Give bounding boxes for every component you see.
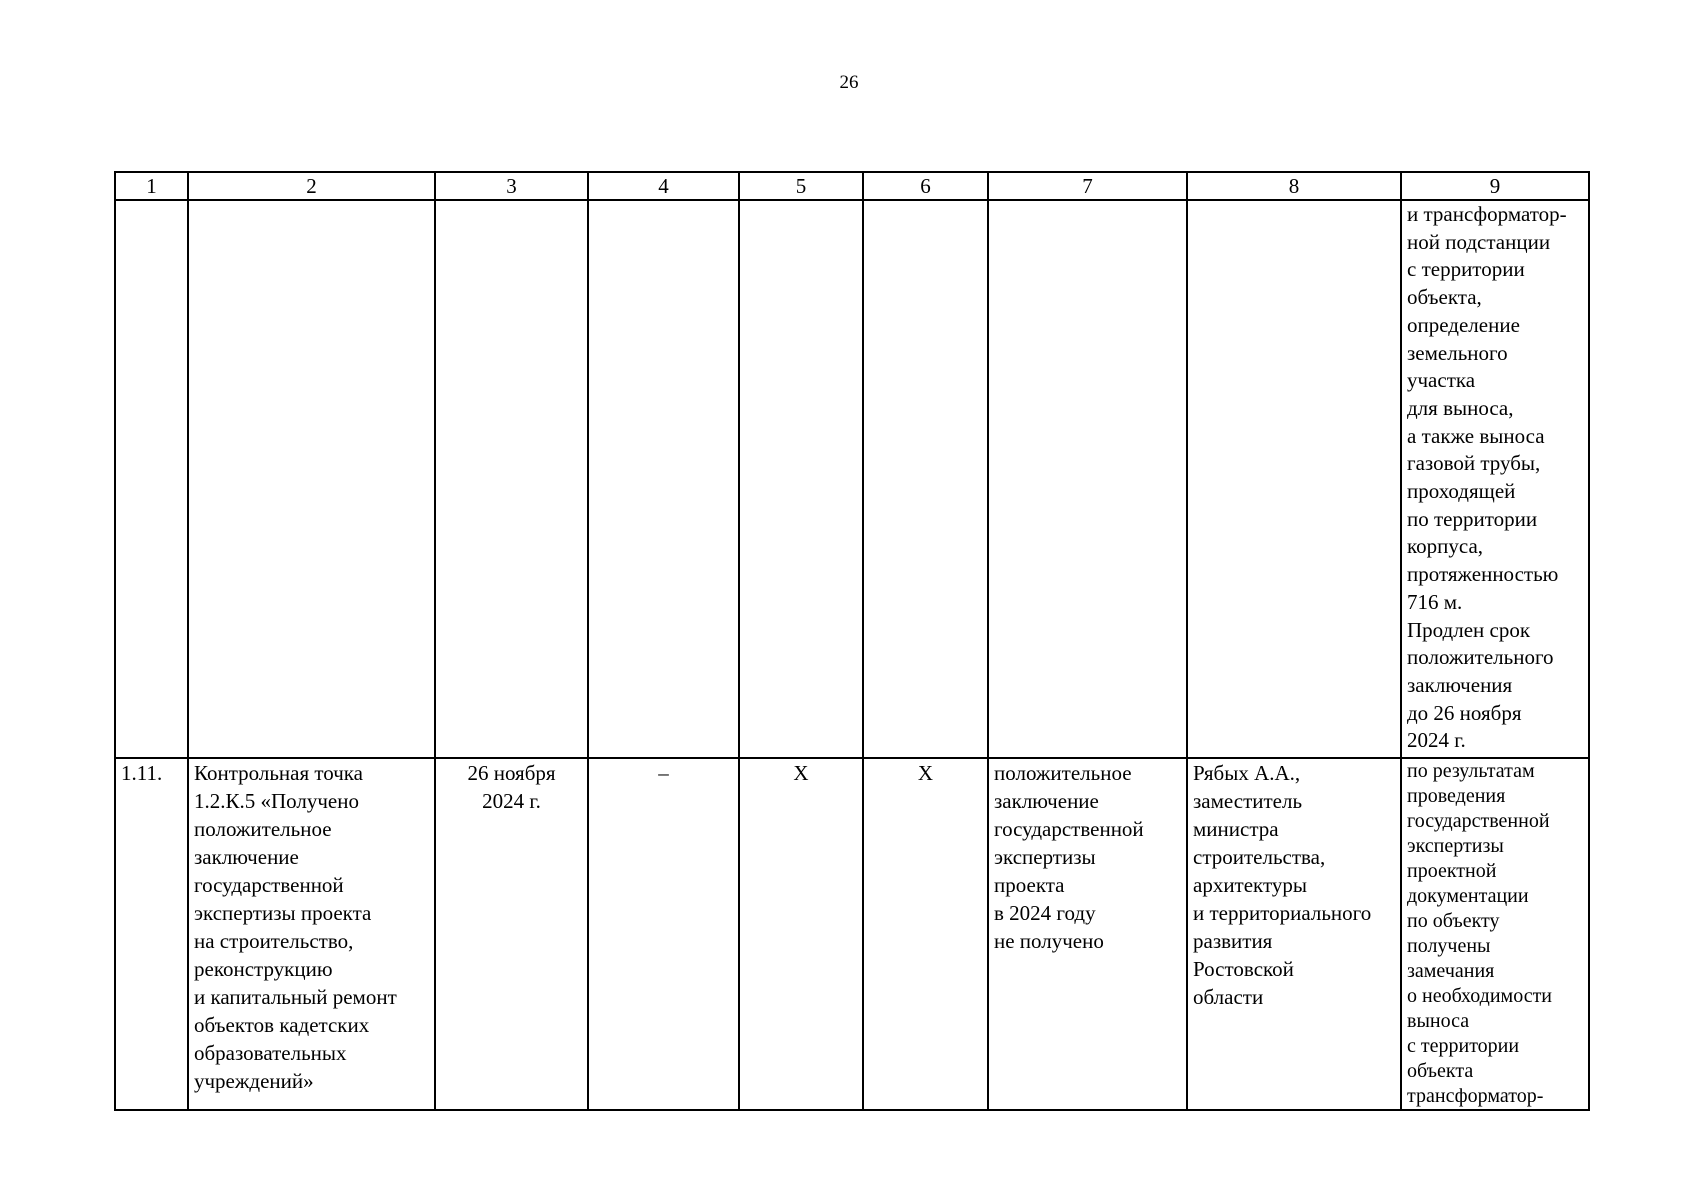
header-cell-7: 7: [988, 172, 1187, 200]
document-table: [114, 171, 1590, 1111]
cell-event-name: [188, 200, 435, 758]
header-cell-1: 1: [115, 172, 188, 200]
header-cell-8: 8: [1187, 172, 1401, 200]
header-cell-4: 4: [588, 172, 739, 200]
header-cell-9: 9: [1401, 172, 1589, 200]
cell-notes: и трансформатор- ной подстанции с территории объекта, определение земельного участка для выноса, а также выноса газовой трубы, проходящей по территории корпуса, протяженностью 716 м. Продлен срок положительного заключения до 26 ноября 2024 г.: [1401, 200, 1589, 758]
cell-number: 1.11.: [115, 758, 188, 1110]
cell-col4: [588, 200, 739, 758]
header-cell-6: 6: [863, 172, 988, 200]
cell-col6: X: [863, 758, 988, 1110]
cell-responsible: [1187, 200, 1401, 758]
header-cell-3: 3: [435, 172, 588, 200]
cell-col5: X: [739, 758, 863, 1110]
page-number: 26: [839, 72, 859, 93]
header-cell-5: 5: [739, 172, 863, 200]
cell-col4: –: [588, 758, 739, 1110]
cell-event-name: Контрольная точка 1.2.К.5 «Получено положительное заключение государственной экспертизы проекта на строительство, реконструкцию и капитальный ремонт объектов кадетских образовательных учреждений»: [188, 758, 435, 1110]
table-header-row: [115, 172, 1589, 200]
cell-number: [115, 200, 188, 758]
cell-responsible: Рябых А.А., заместитель министра строительства, архитектуры и территориального развития Ростовской области: [1187, 758, 1401, 1110]
cell-col6: [863, 200, 988, 758]
cell-result: [988, 200, 1187, 758]
cell-plan-date: [435, 200, 588, 758]
cell-notes: по результатам проведения государственной экспертизы проектной документации по объекту получены замечания о необходимости выноса с территории объекта трансформатор-: [1401, 758, 1589, 1110]
cell-col5: [739, 200, 863, 758]
cell-plan-date: 26 ноября 2024 г.: [435, 758, 588, 1110]
table-row-continuation: [115, 200, 1589, 758]
cell-result: положительное заключение государственной экспертизы проекта в 2024 году не получено: [988, 758, 1187, 1110]
header-cell-2: 2: [188, 172, 435, 200]
table-row-1-11: [115, 758, 1589, 1110]
